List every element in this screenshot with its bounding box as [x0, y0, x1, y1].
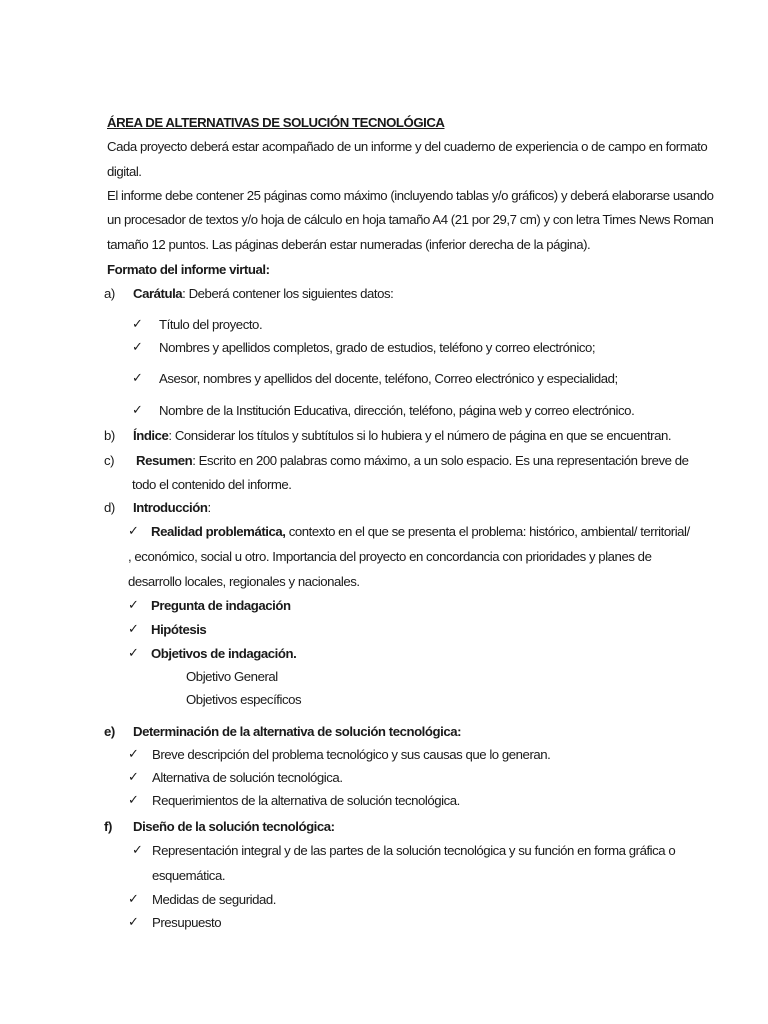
checkmark-icon: ✓: [132, 317, 143, 332]
checkmark-icon: ✓: [132, 843, 143, 858]
item-b-rest: : Considerar los títulos y subtítulos si lo hubiera y el número de página en que se encuentran.: [168, 428, 672, 443]
list-item: Nombre de la Institución Educativa, dirección, teléfono, página web y correo electrónico.: [159, 403, 635, 418]
realidad-line: desarrollo locales, regionales y nacionales.: [128, 574, 360, 589]
item-f-heading: Diseño de la solución tecnológica:: [133, 819, 335, 834]
format-heading: Formato del informe virtual:: [107, 262, 270, 277]
item-d-text: [133, 500, 211, 516]
checkmark-icon: ✓: [128, 793, 139, 808]
intro-line: tamaño 12 puntos. Las páginas deberán estar numeradas (inferior derecha de la página).: [107, 237, 591, 252]
item-a-rest: : Deberá contener los siguientes datos:: [182, 286, 394, 301]
checkmark-icon: ✓: [128, 524, 139, 539]
item-a-term: Carátula: [133, 286, 183, 301]
checkmark-icon: ✓: [132, 371, 143, 386]
list-item-cont: esquemática.: [152, 868, 226, 883]
checkmark-icon: ✓: [128, 747, 139, 762]
intro-line: Cada proyecto deberá estar acompañado de un informe y del cuaderno de experiencia o de campo en formato: [107, 139, 708, 154]
intro-line: digital.: [107, 164, 142, 179]
item-b-text: [133, 428, 671, 444]
item-c-rest: : Escrito en 200 palabras como máximo, a un solo espacio. Es una representación breve de: [192, 453, 689, 468]
section-title: ÁREA DE ALTERNATIVAS DE SOLUCIÓN TECNOLÓGICA: [107, 115, 445, 130]
list-marker-c: c): [104, 453, 115, 468]
list-item: Medidas de seguridad.: [152, 892, 276, 907]
list-marker-b: b): [104, 428, 115, 443]
objective-item: Objetivos específicos: [186, 692, 302, 707]
checkmark-icon: ✓: [132, 340, 143, 355]
list-item: Requerimientos de la alternativa de solución tecnológica.: [152, 793, 460, 808]
checkmark-icon: ✓: [128, 892, 139, 907]
checkmark-icon: ✓: [128, 646, 139, 661]
list-marker-d: d): [104, 500, 115, 515]
checkmark-icon: ✓: [128, 915, 139, 930]
item-c-text: [136, 453, 688, 469]
list-item: Presupuesto: [152, 915, 222, 930]
list-marker-f: f): [104, 819, 112, 834]
checkmark-icon: ✓: [132, 403, 143, 418]
item-e-heading: Determinación de la alternativa de solución tecnológica:: [133, 724, 462, 739]
item-b-term: Índice: [133, 428, 169, 443]
realidad-line: , económico, social u otro. Importancia del proyecto en concordancia con prioridades y planes de: [128, 549, 652, 564]
list-marker-a: a): [104, 286, 115, 301]
list-item: Título del proyecto.: [159, 317, 263, 332]
checkmark-icon: ✓: [128, 598, 139, 613]
list-item: Objetivos de indagación.: [151, 646, 297, 661]
item-d-rest: :: [207, 500, 211, 515]
list-marker-e: e): [104, 724, 115, 739]
checkmark-icon: ✓: [128, 770, 139, 785]
realidad-line: [151, 524, 690, 540]
list-item: Asesor, nombres y apellidos del docente, teléfono, Correo electrónico y especialidad;: [159, 371, 618, 386]
list-item: Breve descripción del problema tecnológico y sus causas que lo generan.: [152, 747, 551, 762]
realidad-rest: contexto en el que se presenta el problema: histórico, ambiental/ territorial/: [285, 524, 690, 539]
checkmark-icon: ✓: [128, 622, 139, 637]
realidad-term: Realidad problemática,: [151, 524, 286, 539]
list-item: Representación integral y de las partes de la solución tecnológica y su función en forma gráfica o: [152, 843, 676, 858]
item-c-term: Resumen: [136, 453, 193, 468]
list-item: Alternativa de solución tecnológica.: [152, 770, 343, 785]
list-item: Pregunta de indagación: [151, 598, 291, 613]
list-item: Hipótesis: [151, 622, 207, 637]
item-a-text: [133, 286, 393, 302]
intro-line: El informe debe contener 25 páginas como máximo (incluyendo tablas y/o gráficos) y deberá elaborarse usando: [107, 188, 714, 203]
list-item: Nombres y apellidos completos, grado de estudios, teléfono y correo electrónico;: [159, 340, 596, 355]
objective-item: Objetivo General: [186, 669, 278, 684]
item-c-cont: todo el contenido del informe.: [132, 477, 292, 492]
item-d-term: Introducción: [133, 500, 208, 515]
intro-line: un procesador de textos y/o hoja de cálculo en hoja tamaño A4 (21 por 29,7 cm) y con letra Times News Roman: [107, 212, 714, 227]
